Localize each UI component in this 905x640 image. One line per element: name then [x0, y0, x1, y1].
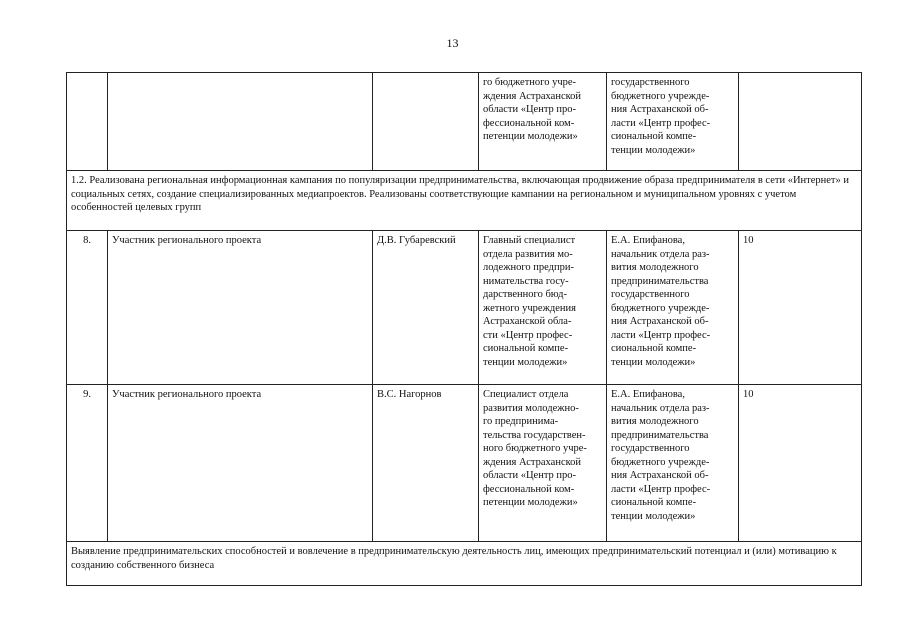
- page-number: 13: [446, 36, 459, 50]
- cell-role: Участник регионального проекта: [108, 231, 373, 385]
- cell-name: Д.В. Губаревский: [373, 231, 479, 385]
- cell-supervisor: Е.А. Епифанова, начальник отдела раз- вития молодежного предпринимательства государственного бюджетного учрежде- ния Астраханской об- ласти «Центр профес- сиональной компе- тенции молодежи»: [607, 231, 739, 385]
- cell-num: 8.: [67, 231, 108, 385]
- cell-employment: [739, 73, 862, 171]
- cell-num: 9.: [67, 385, 108, 542]
- cell-position: го бюджетного учре- ждения Астраханской области «Центр про- фессиональной ком- петенции молодежи»: [479, 73, 607, 171]
- cell-employment: 10: [739, 231, 862, 385]
- cell-supervisor: Е.А. Епифанова, начальник отдела раз- вития молодежного предпринимательства государственного бюджетного учрежде- ния Астраханской об- ласти «Центр профес- сиональной компе- тенции молодежи»: [607, 385, 739, 542]
- cell-role: Участник регионального проекта: [108, 385, 373, 542]
- section-heading-final: Выявление предпринимательских способностей и вовлечение в предпринимательскую деятельность лиц, имеющих предпринимательский потенциал и (или) мотивацию к созданию собственного бизнеса: [67, 542, 862, 586]
- cell-position: Главный специалист отдела развития мо- лодежного предпри- нимательства госу- дарственного бюд- жетного учреждения Астраханской обла- сти «Центр профес- сиональной компе- тенции молодежи»: [479, 231, 607, 385]
- section-heading-1-2: 1.2. Реализована региональная информационная кампания по популяризации предпринимательства, включающая продвижение образа предпринимателя в сети «Интернет» и социальных сетях, создание специализированных медиапроектов. Реализованы соответствующие кампании на региональном и муниципальном уровнях с учетом особенностей целевых групп: [67, 171, 862, 231]
- cell-employment: 10: [739, 385, 862, 542]
- cell-role: [108, 73, 373, 171]
- table-row-continuation: [67, 73, 862, 171]
- cell-supervisor: государственного бюджетного учрежде- ния Астраханской об- ласти «Центр профес- сиональной компе- тенции молодежи»: [607, 73, 739, 171]
- cell-num: [67, 73, 108, 171]
- section-row-final: [67, 542, 862, 586]
- table-row: [67, 231, 862, 385]
- section-row-1-2: [67, 171, 862, 231]
- participants-table: [66, 72, 862, 586]
- table-row: [67, 385, 862, 542]
- cell-name: В.С. Нагорнов: [373, 385, 479, 542]
- cell-position: Специалист отдела развития молодежно- го предпринима- тельства государствен- ного бюджетного учре- ждения Астраханской области «Центр про- фессиональной ком- петенции молодежи»: [479, 385, 607, 542]
- cell-name: [373, 73, 479, 171]
